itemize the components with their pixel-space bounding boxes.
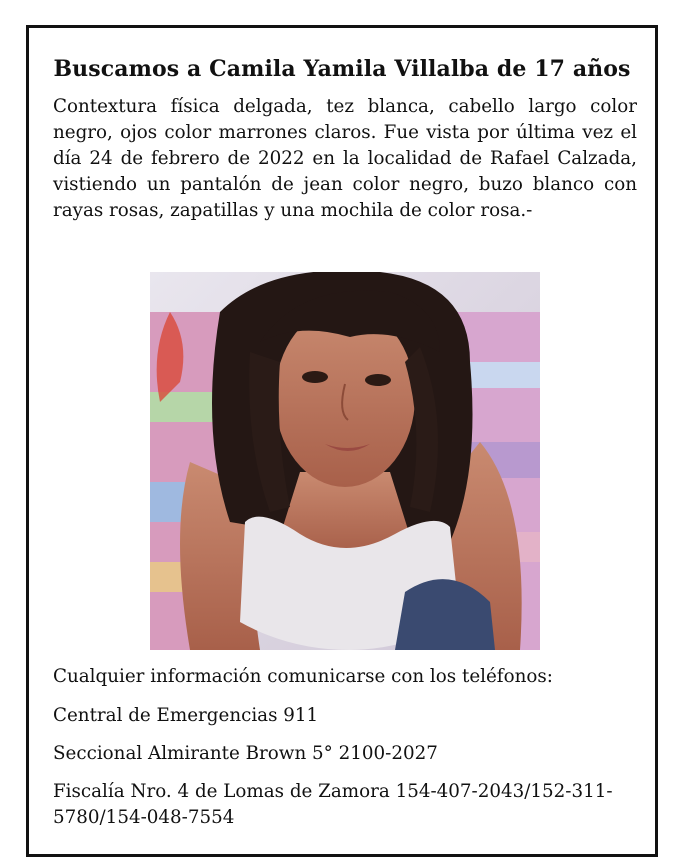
photo-illustration: [150, 272, 540, 650]
missing-person-photo: [150, 272, 540, 650]
contact-prosecutor: Fiscalía Nro. 4 de Lomas de Zamora 154-407-2043/152-311-5780/154-048-7554: [53, 781, 613, 828]
contact-emergency: Central de Emergencias 911: [53, 705, 319, 726]
person-description: Contextura física delgada, tez blanca, cabello largo color negro, ojos color marrones claros. Fue vista por última vez el día 24 de febrero de 2022 en la localidad de Rafael Calzada, vistiendo un pantalón de jean color negro, buzo blanco con rayas rosas, zapatillas y una mochila de color rosa.-: [53, 96, 637, 221]
poster-frame: [26, 25, 658, 857]
contact-heading: Cualquier información comunicarse con los teléfonos:: [53, 666, 553, 687]
poster-title: Buscamos a Camila Yamila Villalba de 17 años: [53, 56, 631, 82]
contact-police-station: Seccional Almirante Brown 5° 2100-2027: [53, 743, 438, 764]
